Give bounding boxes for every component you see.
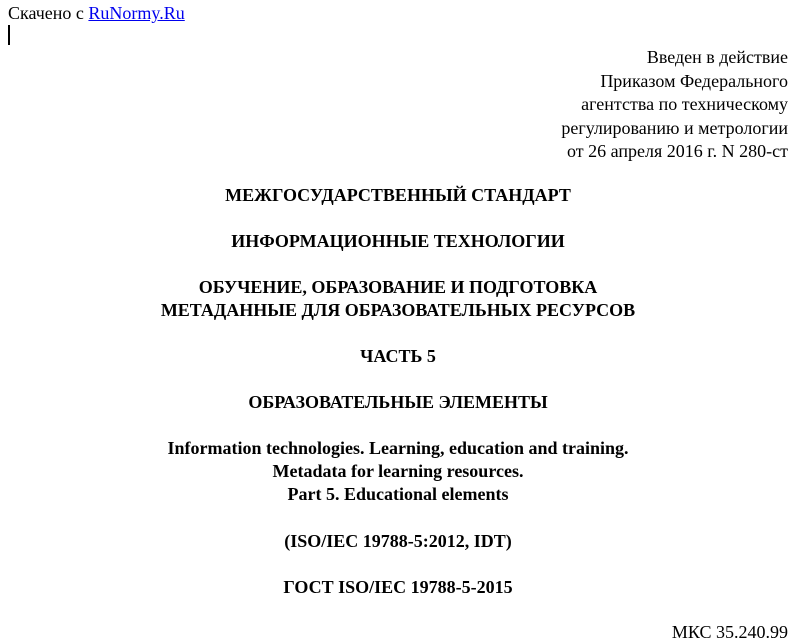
title-line-2: МЕТАДАННЫЕ ДЛЯ ОБРАЗОВАТЕЛЬНЫХ РЕСУРСОВ <box>160 300 636 320</box>
runormy-link[interactable]: RuNormy.Ru <box>88 3 185 23</box>
english-title-line-1: Information technologies. Learning, education and training. <box>167 438 629 458</box>
enactment-line-1: Введен в действие <box>646 47 788 67</box>
subject-heading: ИНФОРМАЦИОННЫЕ ТЕХНОЛОГИИ <box>231 231 565 251</box>
text-cursor <box>8 25 10 45</box>
enactment-line-2: Приказом Федерального <box>600 70 788 91</box>
standard-type-heading: МЕЖГОСУДАРСТВЕННЫЙ СТАНДАРТ <box>225 185 571 205</box>
english-title-line-3: Part 5. Educational elements <box>287 484 509 504</box>
gost-designation: ГОСТ ISO/IEC 19788-5-2015 <box>283 577 513 597</box>
enactment-line-4: регулированию и метрологии <box>561 117 788 138</box>
iso-reference: (ISO/IEC 19788-5:2012, IDT) <box>284 531 512 551</box>
downloaded-prefix: Скачено с <box>8 3 89 23</box>
enactment-note <box>448 46 788 164</box>
part-title-heading: ОБРАЗОВАТЕЛЬНЫЕ ЭЛЕМЕНТЫ <box>248 392 548 412</box>
downloaded-from-line <box>8 2 185 24</box>
english-title-line-2: Metadata for learning resources. <box>272 461 524 481</box>
title-line-1: ОБУЧЕНИЕ, ОБРАЗОВАНИЕ И ПОДГОТОВКА <box>198 277 598 297</box>
enactment-line-5: от 26 апреля 2016 г. N 280-ст <box>567 141 788 161</box>
title-block <box>0 276 790 322</box>
enactment-line-3: агентства по техническому <box>581 94 788 114</box>
part-heading: ЧАСТЬ 5 <box>360 346 436 366</box>
mks-code: МКС 35.240.99 <box>671 622 788 642</box>
english-title-block <box>0 437 790 506</box>
